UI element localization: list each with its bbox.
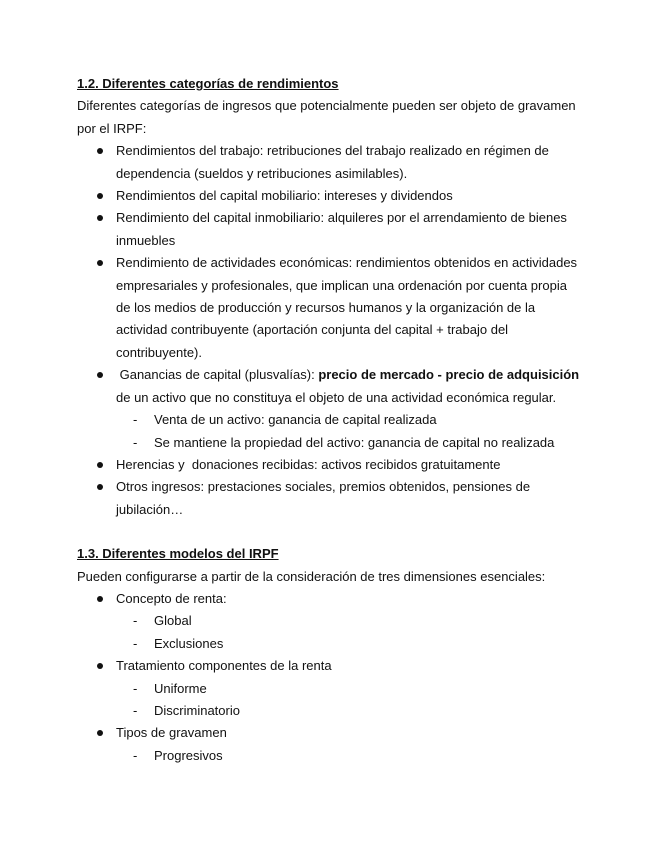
dimensions-list <box>77 588 582 767</box>
list-item-text: de un activo que no constituya el objeto de una actividad económica regular. <box>116 389 557 405</box>
sub-list <box>116 610 582 655</box>
list-item-text: Concepto de renta: <box>116 590 227 606</box>
list-item-text: inmuebles <box>116 232 176 248</box>
list-item <box>77 588 582 655</box>
sub-list-item-text: Progresivos <box>154 747 223 763</box>
list-item-text: de los medios de producción y recursos humanos y la organización de la <box>116 300 536 316</box>
dash-icon: - <box>133 635 138 651</box>
dash-icon: - <box>133 434 138 450</box>
list-item <box>77 454 582 476</box>
list-item-bold-formula: precio de mercado - precio de adquisición <box>318 367 580 383</box>
list-item-text: empresariales y profesionales, que implican una ordenación por cuenta propia <box>116 277 567 293</box>
sub-list-item-text: Discriminatorio <box>154 702 240 718</box>
list-item <box>77 722 582 767</box>
sub-list <box>116 678 582 723</box>
bullet-icon <box>97 596 103 602</box>
list-item-text: actividad contribuyente (aportación conjunta del capital + trabajo del <box>116 322 509 338</box>
sub-list-item <box>116 432 582 454</box>
list-item-text <box>116 364 582 386</box>
bullet-icon <box>97 215 103 221</box>
sub-list-item <box>116 678 582 700</box>
intro-text-line: Pueden configurarse a partir de la consideración de tres dimensiones esenciales: <box>77 568 546 584</box>
list-item-text: Rendimiento de actividades económicas: rendimientos obtenidos en actividades <box>116 255 578 271</box>
sub-list-item-text: Global <box>154 613 192 629</box>
section-heading: 1.3. Diferentes modelos del IRPF <box>77 546 279 562</box>
bullet-icon <box>97 730 103 736</box>
sub-list-item <box>116 700 582 722</box>
list-item-text-prefix: Ganancias de capital (plusvalías): <box>116 367 319 383</box>
bullet-icon <box>97 372 103 378</box>
bullet-icon <box>97 663 103 669</box>
list-item <box>77 655 582 722</box>
bullet-icon <box>97 462 103 468</box>
bullet-icon <box>97 260 103 266</box>
list-item-text: Tipos de gravamen <box>116 725 227 741</box>
bullet-icon <box>97 193 103 199</box>
sub-list-item <box>116 633 582 655</box>
dash-icon: - <box>133 613 138 629</box>
dash-icon: - <box>133 680 138 696</box>
sub-list-item-text: Venta de un activo: ganancia de capital realizada <box>154 412 437 428</box>
sub-list <box>116 745 582 767</box>
intro-text-line: por el IRPF: <box>77 120 147 136</box>
list-item <box>77 207 582 252</box>
sub-list-item-text: Exclusiones <box>154 635 224 651</box>
list-item-text: jubilación… <box>116 501 184 517</box>
bullet-icon <box>97 484 103 490</box>
sub-list-item <box>116 409 582 431</box>
list-item <box>77 364 582 454</box>
list-item-text: Tratamiento componentes de la renta <box>116 658 332 674</box>
sub-list-item <box>116 745 582 767</box>
list-item <box>77 140 582 185</box>
sub-list-item <box>116 610 582 632</box>
list-item-text: Rendimientos del capital mobiliario: intereses y dividendos <box>116 188 453 204</box>
section-categorias-rendimientos <box>77 73 582 521</box>
sub-list-item-text: Uniforme <box>154 680 207 696</box>
list-item-text: Otros ingresos: prestaciones sociales, premios obtenidos, pensiones de <box>116 479 531 495</box>
section-heading: 1.2. Diferentes categorías de rendimientos <box>77 76 339 91</box>
section-modelos-irpf <box>77 543 582 767</box>
list-item <box>77 476 582 521</box>
intro-text-line: Diferentes categorías de ingresos que potencialmente pueden ser objeto de gravamen <box>77 98 576 114</box>
list-item <box>77 185 582 207</box>
list-item-text: Rendimientos del trabajo: retribuciones del trabajo realizado en régimen de <box>116 143 549 159</box>
bullet-icon <box>97 148 103 154</box>
list-item-text: Rendimiento del capital inmobiliario: alquileres por el arrendamiento de bienes <box>116 210 567 226</box>
list-item-text: Herencias y donaciones recibidas: activos recibidos gratuitamente <box>116 456 501 472</box>
list-item-text: dependencia (sueldos y retribuciones asimilables). <box>116 165 408 181</box>
sub-list-item-text: Se mantiene la propiedad del activo: ganancia de capital no realizada <box>154 434 555 450</box>
dash-icon: - <box>133 747 138 763</box>
sub-list <box>116 409 582 454</box>
list-item <box>77 252 582 364</box>
document-page <box>77 73 582 767</box>
dash-icon: - <box>133 702 138 718</box>
categories-list <box>77 140 582 521</box>
dash-icon: - <box>133 412 138 428</box>
list-item-text: contribuyente). <box>116 344 202 360</box>
